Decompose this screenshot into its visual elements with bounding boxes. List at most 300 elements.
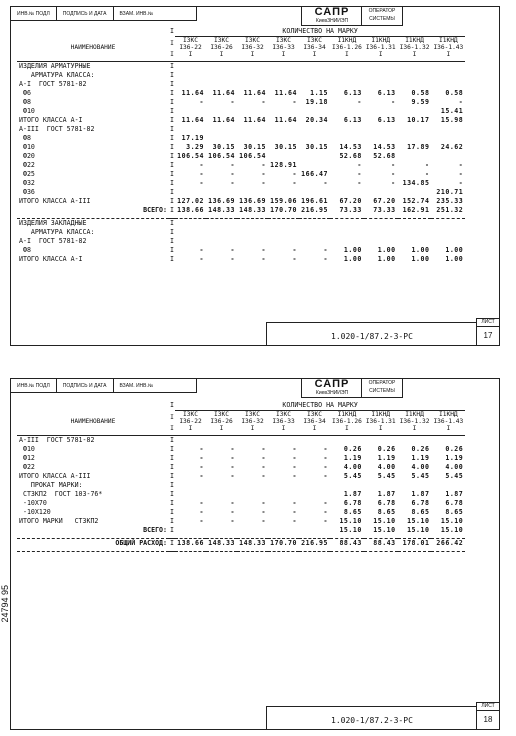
quantity-cell [268, 62, 299, 72]
quantity-cell [237, 219, 268, 229]
quantity-cell [206, 134, 237, 143]
quantity-cell: - [199, 445, 204, 453]
quantity-cell [299, 80, 330, 89]
quantity-cell: 266.42 [436, 539, 464, 547]
quantity-cell [364, 481, 398, 490]
row-name: Ф22 [19, 161, 35, 169]
mark-header: I3КС I36-32 [241, 37, 264, 51]
quantity-cell: 5.45 [411, 472, 430, 480]
quantity-cell [431, 219, 465, 229]
quantity-cell [330, 237, 364, 246]
quantity-cell: 67.20 [373, 197, 396, 205]
table-row: АРМАТУРА КЛАССА: I [17, 228, 465, 237]
quantity-cell: - [391, 161, 396, 169]
quantity-cell: 15.98 [440, 116, 464, 124]
quantity-cell: 6.13 [377, 89, 396, 97]
document-code: 1.020-1/87.2-3-РС [331, 332, 413, 341]
quantity-cell: 52.68 [339, 152, 362, 160]
quantity-cell [206, 188, 237, 197]
quantity-cell [299, 134, 330, 143]
quantity-cell [237, 188, 268, 197]
table-row: А-III ГОСТ 5781-82 I [17, 436, 465, 446]
quantity-cell [175, 62, 206, 72]
quantity-cell: - [391, 170, 396, 178]
quantity-cell [431, 134, 465, 143]
quantity-cell: - [230, 170, 235, 178]
quantity-cell [364, 80, 398, 89]
quantity-cell [206, 107, 237, 116]
quantity-cell [299, 188, 330, 197]
quantity-cell: - [261, 499, 266, 507]
row-name: Ф20 [19, 152, 35, 160]
quantity-cell: 106.54 [239, 152, 266, 160]
quantity-cell [175, 526, 206, 535]
quantity-cell: - [323, 445, 328, 453]
quantity-cell: - [323, 179, 328, 187]
quantity-cell [237, 125, 268, 134]
quantity-cell: - [261, 517, 266, 525]
quantity-cell: 11.64 [181, 89, 204, 97]
mark-header: I3КС I36-33 [272, 37, 295, 51]
quantity-cell: - [458, 98, 464, 106]
row-name: Ф12 [19, 454, 35, 462]
quantity-cell [431, 80, 465, 89]
mark-header-row: НАИМЕНОВАНИЕ I I3КС I36-22 I3КС I36-26 I3КС I36-32 I3КС I36-33 I3КС I36-34 I1КНД I36-1.26 I1КНД I36-1.31 I1КНД I36-1.32 I1КНД I36-1.43 [17, 411, 465, 426]
quantity-cell: 148.33 [208, 206, 235, 214]
quantity-cell: 1.00 [377, 255, 396, 263]
quantity-cell [237, 134, 268, 143]
quantity-cell: - [199, 255, 204, 263]
quantity-cell [175, 237, 206, 246]
quantity-heading-row: I КОЛИЧЕСТВО НА МАРКУ [17, 401, 465, 411]
row-name: ИТОГО КЛАССА А-III [19, 472, 91, 480]
quantity-cell: 152.74 [402, 197, 430, 205]
quantity-cell: 9.59 [411, 98, 430, 106]
quantity-cell [398, 219, 432, 229]
quantity-cell: - [230, 98, 235, 106]
quantity-cell: 8.65 [445, 508, 464, 516]
table-row: Ф8 I 17.19 [17, 134, 465, 143]
quantity-cell [206, 80, 237, 89]
quantity-cell [299, 62, 330, 72]
quantity-cell: 8.65 [411, 508, 430, 516]
quantity-cell [398, 228, 432, 237]
quantity-cell: - [261, 255, 266, 263]
quantity-cell: - [323, 472, 328, 480]
quantity-cell [175, 71, 206, 80]
quantity-cell [268, 134, 299, 143]
quantity-cell: 159.06 [270, 197, 297, 205]
mark-header: I3КС I36-22 [179, 37, 202, 51]
quantity-cell [330, 134, 364, 143]
quantity-cell [175, 228, 206, 237]
row-name: Ф22 [19, 463, 35, 471]
quantity-cell [268, 152, 299, 161]
quantity-cell: 8.65 [377, 508, 396, 516]
quantity-cell: 14.53 [339, 143, 362, 151]
quantity-cell: - [292, 454, 297, 462]
row-name: Ф10 [19, 107, 35, 115]
table-row: ИТОГО КЛАССА А-III I 127.02 136.69 136.69 159.06 196.61 67.20 67.20 152.74 235.33 [19, 197, 464, 205]
quantity-cell: 251.32 [436, 206, 464, 214]
quantity-table-2: I КОЛИЧЕСТВО НА МАРКУ НАИМЕНОВАНИЕ I I3КС I36-22 I3КС I36-26 I3КС I36-32 I3КС I36-33 I3КС I36-34 I1КНД I36-1.26 I1КНД I36-1.31 I1КНД I36-1.32 I1КНД I36-1.43 I I I I I I I I I I А-III ГОСТ 5781-82 I Ф10 I - - - - - 0.26 0.26 0.26 0.26 Ф12 I - - - - - 1.19 1.19 1.19 1.19 Ф22 I - - - - - 4.00 4.00 4.00 4.00 ИТОГО КЛАССА А-III I - - - - - 5.45 5.45 5.45 5.45 ПРОКАТ МАРКИ: I СТ3КП2 ГОСТ 103-76* I 1.87 1.87 1.87 1.87 -10Х70 I - - - - - 6.78 6.78 6.78 6.78 -10Х120 I - - - - - 8.65 8.65 8.65 8.65 ИТОГО МАРКИ СТ3КП2 I - - - - - 15.10 15.10 15.10 15.10 ВСЕГО: I 15.10 15.10 15.10 15.10 ОБЩИЙ РАСХОД: I 138.66 148.33 148.33 170.70 216.95 88.43 88.43 178.01 266.42 [17, 401, 465, 552]
quantity-cell [330, 80, 364, 89]
quantity-cell: 6.78 [377, 499, 396, 507]
table-row: Ф10 I - - - - - 0.26 0.26 0.26 0.26 [19, 445, 464, 453]
row-name: ПРОКАТ МАРКИ: [19, 481, 83, 489]
quantity-cell: - [261, 454, 266, 462]
quantity-cell: - [357, 170, 362, 178]
table-row: Ф25 I - - - - 166.47 - - - - [19, 170, 464, 178]
quantity-cell: 6.13 [343, 116, 362, 124]
quantity-cell: 17.19 [181, 134, 204, 142]
quantity-cell: 127.02 [177, 197, 204, 205]
quantity-cell [330, 125, 364, 134]
quantity-cell: 1.00 [343, 255, 362, 263]
quantity-cell: 15.10 [440, 526, 464, 534]
row-name: А-III ГОСТ 5781-82 [19, 125, 95, 133]
quantity-cell: 6.78 [445, 499, 464, 507]
quantity-cell: 4.00 [411, 463, 430, 471]
table-row: АРМАТУРА КЛАССА: I [17, 71, 465, 80]
quantity-cell: 138.66 [177, 539, 204, 547]
quantity-heading: КОЛИЧЕСТВО НА МАРКУ [175, 401, 465, 411]
quantity-cell: 134.85 [402, 179, 430, 187]
quantity-cell: 1.00 [445, 246, 464, 254]
quantity-cell: - [323, 463, 328, 471]
quantity-cell: 17.89 [407, 143, 430, 151]
quantity-cell: - [292, 508, 297, 516]
quantity-cell: 88.43 [339, 539, 362, 547]
quantity-cell [206, 490, 237, 499]
quantity-cell: 19.18 [305, 98, 328, 106]
quantity-cell: 235.33 [436, 197, 464, 205]
quantity-cell: 8.65 [343, 508, 362, 516]
quantity-cell [299, 71, 330, 80]
quantity-cell: 0.26 [445, 445, 464, 453]
quantity-cell: 148.33 [208, 539, 235, 547]
row-name: Ф8 [19, 246, 31, 254]
quantity-cell: 6.78 [411, 499, 430, 507]
quantity-cell: - [292, 472, 297, 480]
quantity-cell: - [199, 499, 204, 507]
table-row: Ф10 I 3.29 30.15 30.15 30.15 30.15 14.53 14.53 17.89 24.62 [19, 143, 464, 151]
quantity-cell [398, 134, 432, 143]
quantity-cell [237, 62, 268, 72]
table-row: Ф22 I - - - 128.91 - - - - [19, 161, 464, 169]
quantity-cell: - [458, 170, 464, 178]
quantity-cell [299, 237, 330, 246]
quantity-cell [330, 219, 364, 229]
quantity-cell: 30.15 [243, 143, 266, 151]
quantity-cell: 1.15 [310, 89, 328, 97]
quantity-cell: 106.54 [208, 152, 235, 160]
quantity-cell [330, 436, 364, 446]
quantity-cell: 1.87 [445, 490, 464, 498]
quantity-cell [237, 237, 268, 246]
row-name: ВСЕГО: [143, 206, 167, 214]
quantity-cell: 67.20 [339, 197, 362, 205]
quantity-cell [206, 219, 237, 229]
stamp-sign-field: ПОДПИСЬ И ДАТА [57, 379, 114, 392]
quantity-cell [398, 107, 432, 116]
stamp-inv-field: ИНВ.№ ПОДЛ [11, 379, 57, 392]
quantity-cell: 11.64 [243, 116, 266, 124]
table-row: А-I ГОСТ 5781-82 I [17, 237, 465, 246]
table-row: СТ3КП2 ГОСТ 103-76* I 1.87 1.87 1.87 1.87 [19, 490, 464, 498]
quantity-cell: 4.00 [445, 463, 464, 471]
quantity-cell [299, 490, 330, 499]
quantity-cell: 5.45 [445, 472, 464, 480]
quantity-cell: - [261, 179, 266, 187]
quantity-cell: 15.10 [407, 526, 430, 534]
quantity-cell [431, 62, 465, 72]
mark-header: I1КНД I36-1.31 [365, 411, 396, 425]
row-name: Ф36 [19, 188, 35, 196]
page-box: ЛИСТ 18 [476, 702, 500, 730]
quantity-cell: 15.10 [373, 526, 396, 534]
quantity-cell: - [261, 170, 266, 178]
quantity-cell: - [199, 246, 204, 254]
quantity-cell: - [230, 246, 235, 254]
quantity-cell: - [357, 161, 362, 169]
quantity-cell: - [292, 445, 297, 453]
quantity-cell: - [199, 161, 204, 169]
quantity-cell [175, 436, 206, 446]
quantity-cell: 15.10 [339, 517, 362, 525]
table-row: ПРОКАТ МАРКИ: I [17, 481, 465, 490]
quantity-cell [237, 107, 268, 116]
quantity-cell: 106.54 [177, 152, 204, 160]
quantity-cell [330, 188, 364, 197]
quantity-cell: 170.70 [270, 206, 297, 214]
quantity-cell: 170.70 [270, 539, 297, 547]
quantity-cell: 1.19 [411, 454, 430, 462]
table-row: ВСЕГО: I 15.10 15.10 15.10 15.10 [17, 526, 465, 535]
quantity-cell [206, 62, 237, 72]
quantity-cell: 10.17 [407, 116, 430, 124]
quantity-cell [299, 107, 330, 116]
quantity-cell [237, 436, 268, 446]
row-name: ИЗДЕЛИЯ АРМАТУРНЫЕ [19, 62, 91, 70]
sheet-17 [10, 6, 500, 346]
quantity-cell [364, 436, 398, 446]
quantity-cell: - [230, 517, 235, 525]
row-name: А-III ГОСТ 5781-82 [19, 436, 95, 444]
quantity-cell: 216.95 [301, 539, 328, 547]
row-name: Ф10 [19, 143, 35, 151]
quantity-cell [268, 526, 299, 535]
quantity-cell [268, 80, 299, 89]
quantity-cell: - [323, 499, 328, 507]
stamp-replace-field: ВЗАМ. ИНВ.№ [119, 382, 154, 389]
sapr-logo: САПР КиевЗНИИЭП [301, 378, 363, 398]
quantity-cell: - [230, 508, 235, 516]
quantity-cell: - [199, 517, 204, 525]
quantity-cell [206, 481, 237, 490]
quantity-cell: 6.78 [343, 499, 362, 507]
quantity-cell [431, 436, 465, 446]
quantity-cell: 178.01 [402, 539, 430, 547]
quantity-cell: 0.58 [445, 89, 464, 97]
quantity-cell: 24.62 [440, 143, 464, 151]
row-name: А-I ГОСТ 5781-82 [19, 80, 87, 88]
quantity-cell: 196.61 [301, 197, 328, 205]
quantity-cell: - [292, 499, 297, 507]
quantity-cell: - [323, 246, 328, 254]
quantity-cell: - [230, 472, 235, 480]
quantity-cell [330, 62, 364, 72]
table-row: Ф6 I 11.64 11.64 11.64 11.64 1.15 6.13 6.13 0.58 0.58 [19, 89, 464, 97]
quantity-cell [268, 71, 299, 80]
quantity-cell: 136.69 [239, 197, 266, 205]
quantity-cell: 4.00 [343, 463, 362, 471]
quantity-cell [206, 526, 237, 535]
quantity-cell: - [424, 161, 430, 169]
sheet-18 [10, 378, 500, 730]
table-row: Ф8 I - - - - - 1.00 1.00 1.00 1.00 [19, 246, 464, 254]
quantity-heading: КОЛИЧЕСТВО НА МАРКУ [175, 27, 465, 37]
row-name: А-I ГОСТ 5781-82 [19, 237, 87, 245]
row-name: ОБЩИЙ РАСХОД: [115, 539, 167, 547]
row-name: Ф8 [19, 98, 31, 106]
row-name: Ф8 [19, 134, 31, 142]
quantity-cell: - [230, 161, 235, 169]
row-name: ИЗДЕЛИЯ ЗАКЛАДНЫЕ [19, 219, 87, 227]
quantity-cell: 30.15 [305, 143, 328, 151]
page-box: ЛИСТ 17 [476, 318, 500, 346]
quantity-cell: 11.64 [243, 89, 266, 97]
quantity-cell: - [357, 98, 362, 106]
quantity-cell: - [199, 472, 204, 480]
quantity-cell: 1.87 [411, 490, 430, 498]
quantity-cell: - [199, 170, 204, 178]
quantity-table-1: I КОЛИЧЕСТВО НА МАРКУ НАИМЕНОВАНИЕ I I3КС I36-22 I3КС I36-26 I3КС I36-32 I3КС I36-33 I3КС I36-34 I1КНД I36-1.26 I1КНД I36-1.31 I1КНД I36-1.32 I1КНД I36-1.43 I I I I I I I I I I ИЗДЕЛИЯ АРМАТУРНЫЕ I АРМАТУРА КЛАССА: I А-I ГОСТ 5781-82 I Ф6 I 11.64 11.64 11.64 11.64 1.15 6.13 6.13 0.58 0.58 Ф8 I - - - - 19.18 - - 9.59 - Ф10 I 15.41 ИТОГО КЛАССА А-I I 11.64 11.64 11.64 11.64 20.34 6.13 6.13 10.17 15.98 А-III ГОСТ 5781-82 I Ф8 I 17.19 Ф10 I 3.29 30.15 30.15 30.15 30.15 14.53 14.53 17.89 24.62 Ф20 I 106.54 106.54 106.54 52.68 52.68 Ф22 I - - - 128.91 - - - - Ф25 I - - - - 166.47 - - - - Ф32 I - - - - - - - 134.85 - Ф36 I 210.71 ИТОГО КЛАССА А-III I 127.02 136.69 136.69 159.06 196.61 67.20 67.20 152.74 235.33 ВСЕГО: I 138.66 148.33 148.33 170.70 216.95 73.33 73.33 162.91 251.32 ИЗДЕЛИЯ ЗАКЛАДНЫЕ I АРМАТУРА КЛАССА: I А-I ГОСТ 5781-82 I Ф8 I - - - - - 1.00 1.00 1.00 1.00 ИТОГО КЛАССА А-I I - - - - - 1.00 1.00 1.00 1.00 [19, 27, 464, 263]
quantity-cell: - [292, 179, 297, 187]
quantity-cell [398, 125, 432, 134]
quantity-cell: 216.95 [301, 206, 328, 214]
mark-header: I3КС I36-33 [272, 411, 295, 425]
quantity-cell: 1.19 [445, 454, 464, 462]
approval-stamp [10, 378, 197, 393]
quantity-cell: 1.00 [411, 255, 430, 263]
quantity-cell [398, 71, 432, 80]
row-name: ИТОГО КЛАССА А-I [19, 255, 83, 263]
operator-box: ОПЕРАТОР СИСТЕМЫ [361, 6, 403, 26]
quantity-cell [398, 62, 432, 72]
quantity-cell [398, 481, 432, 490]
quantity-cell: - [424, 170, 430, 178]
mark-header: I1КНД I36-1.26 [332, 37, 362, 51]
row-name: -10Х70 [19, 499, 47, 507]
quantity-cell: 0.26 [411, 445, 430, 453]
quantity-cell [364, 62, 398, 72]
quantity-cell [330, 107, 364, 116]
quantity-cell [299, 125, 330, 134]
quantity-cell: - [199, 454, 204, 462]
quantity-cell: - [230, 255, 235, 263]
table-row: А-I ГОСТ 5781-82 I [17, 80, 465, 89]
quantity-cell [268, 188, 299, 197]
quantity-cell: - [230, 179, 235, 187]
column-title: НАИМЕНОВАНИЕ [70, 43, 116, 51]
quantity-cell: 0.58 [411, 89, 430, 97]
row-name: Ф32 [19, 179, 35, 187]
quantity-cell: 15.10 [339, 526, 362, 534]
quantity-cell: 73.33 [373, 206, 396, 214]
quantity-cell: 14.53 [373, 143, 396, 151]
quantity-cell: 6.13 [377, 116, 396, 124]
quantity-cell: - [261, 472, 266, 480]
quantity-cell [364, 228, 398, 237]
quantity-cell: - [458, 179, 464, 187]
quantity-cell: 11.64 [274, 116, 297, 124]
quantity-cell [206, 237, 237, 246]
quantity-cell [175, 481, 206, 490]
mark-header: I1КНД I36-1.43 [433, 37, 464, 51]
quantity-cell: - [199, 98, 204, 106]
mark-header: I1КНД I36-1.32 [399, 411, 430, 425]
mark-header: I1КНД I36-1.32 [399, 37, 430, 51]
table-row: Ф20 I 106.54 106.54 106.54 52.68 52.68 [17, 152, 465, 161]
quantity-cell [175, 107, 206, 116]
quantity-cell [206, 71, 237, 80]
quantity-cell: - [230, 499, 235, 507]
quantity-cell [175, 125, 206, 134]
quantity-cell: 5.45 [343, 472, 362, 480]
table-row: ИТОГО КЛАССА А-I I - - - - - 1.00 1.00 1.00 1.00 [19, 255, 464, 263]
quantity-cell: 15.10 [407, 517, 430, 525]
quantity-cell [206, 228, 237, 237]
quantity-cell: - [230, 445, 235, 453]
row-name: ИТОГО КЛАССА А-I [19, 116, 83, 124]
quantity-cell: 73.33 [339, 206, 362, 214]
quantity-cell: 11.64 [274, 89, 297, 97]
table-row: ИЗДЕЛИЯ АРМАТУРНЫЕ I [17, 62, 465, 72]
table-row: ИТОГО МАРКИ СТ3КП2 I - - - - - 15.10 15.10 15.10 15.10 [19, 517, 464, 525]
quantity-cell: 1.19 [377, 454, 396, 462]
quantity-cell [237, 481, 268, 490]
row-name: АРМАТУРА КЛАССА: [19, 71, 95, 79]
table-row: Ф12 I - - - - - 1.19 1.19 1.19 1.19 [19, 454, 464, 462]
quantity-cell: 210.71 [436, 188, 464, 196]
quantity-cell [175, 188, 206, 197]
row-name: АРМАТУРА КЛАССА: [19, 228, 95, 236]
operator-box: ОПЕРАТОР СИСТЕМЫ [361, 378, 403, 398]
quantity-cell [175, 490, 206, 499]
quantity-cell: - [391, 179, 396, 187]
quantity-cell [431, 125, 465, 134]
quantity-cell [364, 107, 398, 116]
row-name: Ф25 [19, 170, 35, 178]
document-code: 1.020-1/87.2-3-РС [331, 716, 413, 725]
quantity-cell: 5.45 [377, 472, 396, 480]
quantity-cell: - [230, 463, 235, 471]
table-row: ИЗДЕЛИЯ ЗАКЛАДНЫЕ I [17, 219, 465, 229]
quantity-cell: 136.69 [208, 197, 235, 205]
quantity-cell: - [292, 517, 297, 525]
quantity-cell: - [261, 508, 266, 516]
quantity-cell: 11.64 [212, 116, 235, 124]
quantity-cell [268, 490, 299, 499]
quantity-cell: - [292, 246, 297, 254]
quantity-cell [299, 161, 330, 170]
quantity-cell [299, 219, 330, 229]
quantity-cell [431, 71, 465, 80]
quantity-cell: 20.34 [305, 116, 328, 124]
quantity-cell: 1.00 [343, 246, 362, 254]
quantity-cell [431, 152, 465, 161]
